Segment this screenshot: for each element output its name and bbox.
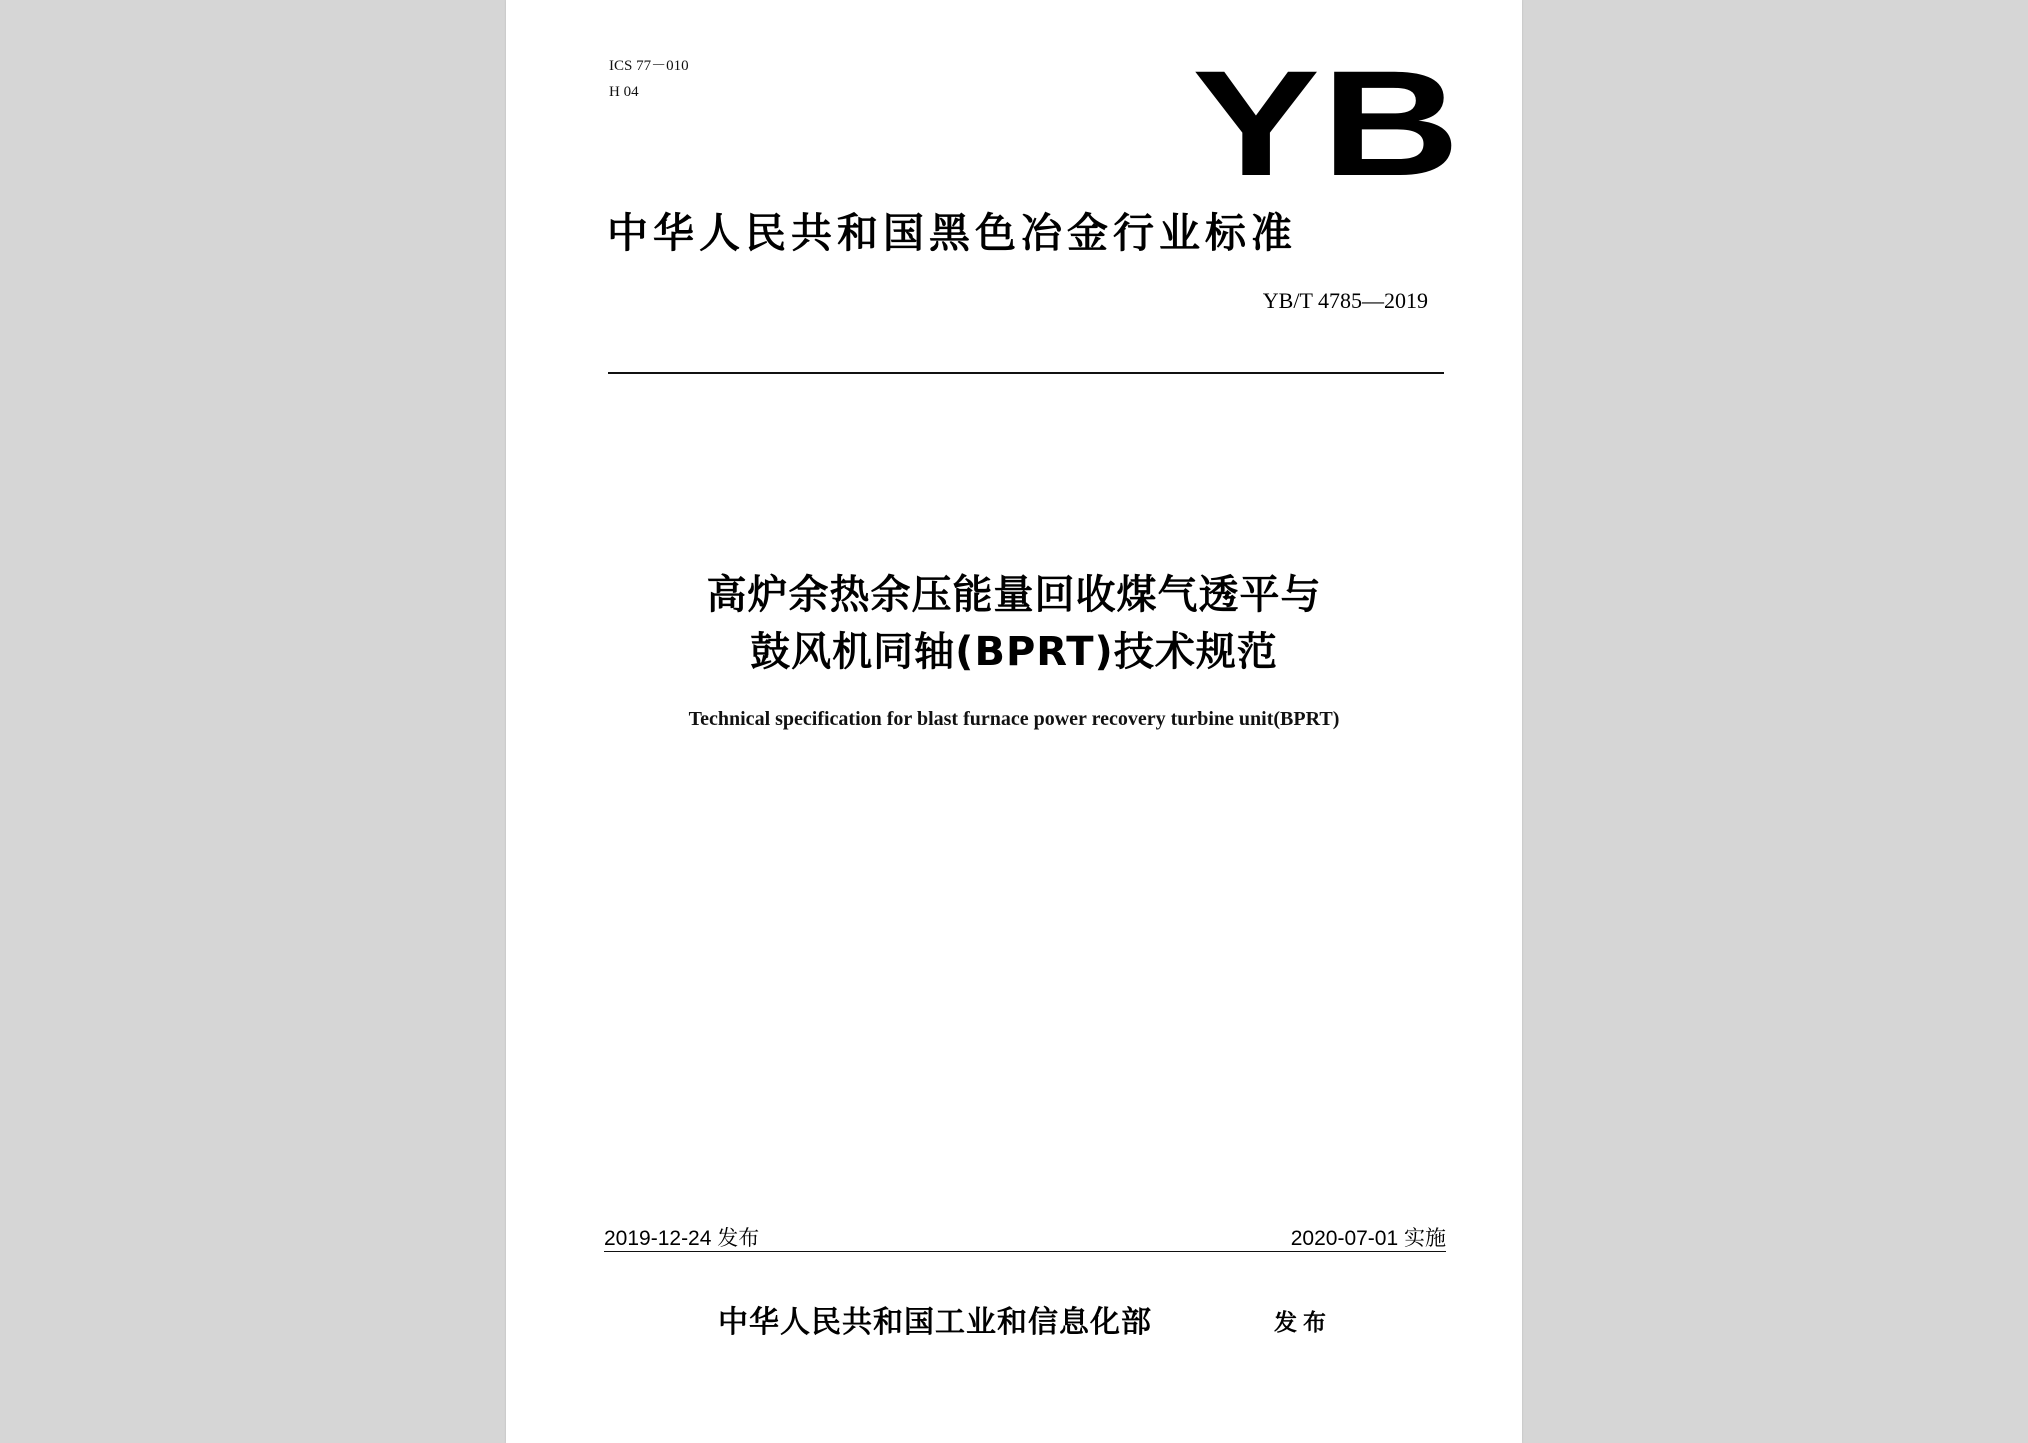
document-title-en: Technical specification for blast furnace power recovery turbine unit(BPRT) <box>688 708 1340 730</box>
footer-divider <box>604 1251 1446 1252</box>
issue-date: 2019-12-24 发布 <box>604 1227 760 1250</box>
implementation-date: 2020-07-01 实施 <box>1290 1227 1446 1250</box>
ics-code: ICS 77－010 <box>609 58 689 74</box>
ccs-code: H 04 <box>609 84 639 100</box>
yb-logo: YB <box>1192 39 1462 207</box>
standard-number: YB/T 4785—2019 <box>1262 288 1428 313</box>
document-page <box>506 0 1522 1443</box>
standard-category-title: 中华人民共和国黑色冶金行业标准 <box>607 209 1297 257</box>
document-title-cn-line2: 鼓风机同轴(BPRT)技术规范 <box>750 629 1278 675</box>
classification-codes <box>609 53 689 105</box>
issue-label: 发布 <box>1274 1309 1332 1336</box>
document-title-cn-line1: 高炉余热余压能量回收煤气透平与 <box>706 572 1322 618</box>
header-divider <box>608 372 1444 374</box>
issuing-authority: 中华人民共和国工业和信息化部 <box>718 1305 1152 1340</box>
